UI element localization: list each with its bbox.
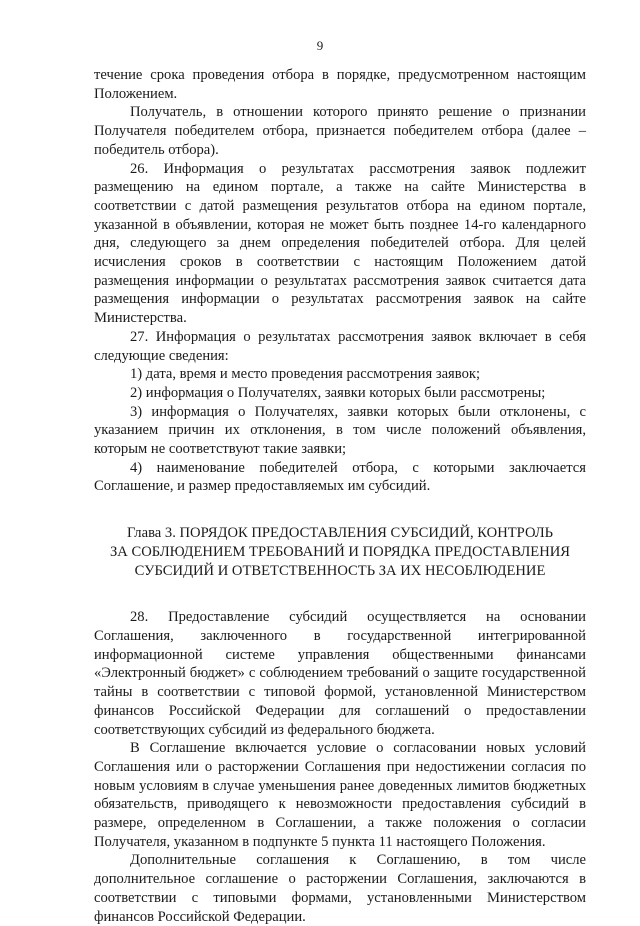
document-body — [94, 66, 586, 926]
list-item-1: 1) дата, время и место проведения рассмотрения заявок; — [130, 366, 481, 383]
chapter-heading-line: СУБСИДИЙ И ОТВЕТСТВЕННОСТЬ ЗА ИХ НЕСОБЛЮДЕНИЕ — [134, 562, 546, 579]
paragraph-27: 27. Информация о результатах рассмотрения заявок включает в себя следующие сведения: — [94, 328, 586, 364]
list-item-3: 3) информация о Получателях, заявки которых были отклонены, с указанием причин их отклонения, в том числе положений объявления, которым не соответствуют такие заявки; — [94, 403, 586, 458]
paragraph-winner-definition: Получатель, в отношении которого принято решение о признании Получателя победителем отбора, признается победителем отбора (далее – победитель отбора). — [94, 104, 586, 158]
chapter-heading-line: Глава 3. ПОРЯДОК ПРЕДОСТАВЛЕНИЯ СУБСИДИЙ, КОНТРОЛЬ — [126, 525, 554, 542]
chapter-heading — [94, 524, 586, 580]
chapter-heading-line: ЗА СОБЛЮДЕНИЕМ ТРЕБОВАНИЙ И ПОРЯДКА ПРЕДОСТАВЛЕНИЯ — [109, 543, 571, 560]
paragraph-continuation: течение срока проведения отбора в порядке, предусмотренном настоящим Положением. — [94, 67, 586, 102]
paragraph-28: 28. Предоставление субсидий осуществляется на основании Соглашения, заключенного в государственной интегрированной информационной системе управления общественными финансами «Электронный бюджет» с соблюдением требований о защите государственной тайны в соответствии с типовой формой, установленной Министерством финансов Российской Федерации для соглашений о предоставлении соответствующих субсидий из федерального бюджета. — [94, 609, 586, 738]
paragraph-additional-agreements: Дополнительные соглашения к Соглашению, в том числе дополнительное соглашение о расторжении Соглашения, заключаются в соответствии с типовыми формами, установленными Министерством финансов Российской Федерации. — [94, 852, 586, 925]
list-item-2: 2) информация о Получателях, заявки которых были рассмотрены; — [130, 384, 546, 401]
list-item-4: 4) наименование победителей отбора, с которыми заключается Соглашение, и размер предоставляемых им субсидий. — [94, 459, 586, 495]
paragraph-26: 26. Информация о результатах рассмотрения заявок подлежит размещению на едином портале, а также на сайте Министерства в соответствии с датой размещения результатов отбора на едином портале, указанной в объявлении, которая не может быть позднее 14-го календарного дня, следующего за днем определения победителей отбора. Для целей исчисления сроков в соответствии с настоящим Положением датой размещения информации о результатах рассмотрения заявок считается дата размещения информации о результатах рассмотрения заявок на сайте Министерства. — [94, 160, 586, 327]
page-number: 9 — [316, 38, 324, 53]
paragraph-agreement-terms: В Соглашение включается условие о согласовании новых условий Соглашения или о расторжении Соглашения при недостижении согласия по новым условиям в случае уменьшения ранее доведенных лимитов бюджетных обязательств, приводящего к невозможности предоставления субсидий в размере, определенном в Соглашении, а также положения о согласии Получателя, указанном в подпункте 5 пункта 11 настоящего Положения. — [94, 740, 586, 850]
